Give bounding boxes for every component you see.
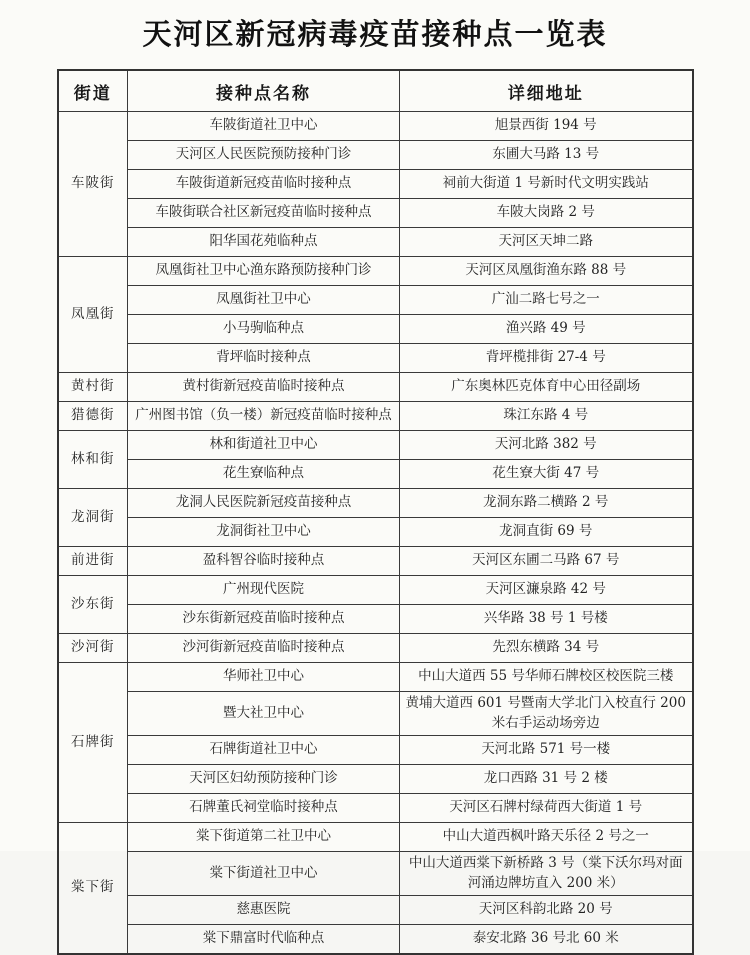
- col-header-street: 街道: [58, 70, 128, 112]
- address-cell: 先烈东横路 34 号: [400, 634, 693, 663]
- site-name-cell: 龙洞人民医院新冠疫苗接种点: [128, 489, 400, 518]
- site-name-cell: 车陂街道新冠疫苗临时接种点: [128, 170, 400, 199]
- street-cell: 石牌街: [58, 663, 128, 823]
- site-name-cell: 黄村街新冠疫苗临时接种点: [128, 373, 400, 402]
- site-name-cell: 天河区妇幼预防接种门诊: [128, 765, 400, 794]
- site-name-cell: 小马驹临种点: [128, 315, 400, 344]
- table-row: [58, 823, 693, 852]
- address-cell: 天河区科韵北路 20 号: [400, 896, 693, 925]
- table-row: [58, 547, 693, 576]
- address-cell: 旭景西街 194 号: [400, 112, 693, 141]
- site-name-cell: 阳华国花苑临种点: [128, 228, 400, 257]
- site-name-cell: 暨大社卫中心: [128, 692, 400, 736]
- address-cell: 天河区石牌村绿荷西大街道 1 号: [400, 794, 693, 823]
- site-name-cell: 盈科智谷临时接种点: [128, 547, 400, 576]
- address-cell: 龙口西路 31 号 2 楼: [400, 765, 693, 794]
- address-cell: 天河北路 571 号一楼: [400, 736, 693, 765]
- table-row: [58, 518, 693, 547]
- address-cell: 祠前大街道 1 号新时代文明实践站: [400, 170, 693, 199]
- table-header-row: [58, 70, 693, 112]
- address-cell: 天河区天坤二路: [400, 228, 693, 257]
- site-name-cell: 凤凰街社卫中心渔东路预防接种门诊: [128, 257, 400, 286]
- table-row: [58, 765, 693, 794]
- address-cell: 花生寮大街 47 号: [400, 460, 693, 489]
- address-cell: 泰安北路 36 号北 60 米: [400, 925, 693, 955]
- street-cell: 车陂街: [58, 112, 128, 257]
- site-name-cell: 沙河街新冠疫苗临时接种点: [128, 634, 400, 663]
- street-cell: 棠下街: [58, 823, 128, 955]
- table-row: [58, 852, 693, 896]
- address-cell: 天河区凤凰街渔东路 88 号: [400, 257, 693, 286]
- table-row: [58, 460, 693, 489]
- site-name-cell: 花生寮临种点: [128, 460, 400, 489]
- address-cell: 广东奥林匹克体育中心田径副场: [400, 373, 693, 402]
- address-cell: 龙洞直街 69 号: [400, 518, 693, 547]
- site-name-cell: 车陂街道社卫中心: [128, 112, 400, 141]
- table-row: [58, 315, 693, 344]
- col-header-address: 详细地址: [400, 70, 693, 112]
- table-row: [58, 431, 693, 460]
- address-cell: 珠江东路 4 号: [400, 402, 693, 431]
- site-name-cell: 车陂街联合社区新冠疫苗临时接种点: [128, 199, 400, 228]
- site-name-cell: 凤凰街社卫中心: [128, 286, 400, 315]
- vaccination-sites-table: [57, 69, 694, 955]
- table-row: [58, 634, 693, 663]
- street-cell: 黄村街: [58, 373, 128, 402]
- address-cell: 天河北路 382 号: [400, 431, 693, 460]
- address-cell: 龙洞东路二横路 2 号: [400, 489, 693, 518]
- address-cell: 车陂大岗路 2 号: [400, 199, 693, 228]
- site-name-cell: 林和街道社卫中心: [128, 431, 400, 460]
- address-cell: 中山大道西棠下新桥路 3 号（棠下沃尔玛对面河涌边牌坊直入 200 米）: [400, 852, 693, 896]
- site-name-cell: 棠下街道社卫中心: [128, 852, 400, 896]
- site-name-cell: 沙东街新冠疫苗临时接种点: [128, 605, 400, 634]
- table-row: [58, 373, 693, 402]
- address-cell: 黄埔大道西 601 号暨南大学北门入校直行 200 米右手运动场旁边: [400, 692, 693, 736]
- address-cell: 中山大道西 55 号华师石牌校区校医院三楼: [400, 663, 693, 692]
- address-cell: 东圃大马路 13 号: [400, 141, 693, 170]
- street-cell: 龙洞街: [58, 489, 128, 547]
- table-row: [58, 489, 693, 518]
- address-cell: 天河区东圃二马路 67 号: [400, 547, 693, 576]
- street-cell: 猎德街: [58, 402, 128, 431]
- table-row: [58, 112, 693, 141]
- table-row: [58, 402, 693, 431]
- site-name-cell: 华师社卫中心: [128, 663, 400, 692]
- table-row: [58, 794, 693, 823]
- street-cell: 沙东街: [58, 576, 128, 634]
- table-row: [58, 286, 693, 315]
- site-name-cell: 棠下街道第二社卫中心: [128, 823, 400, 852]
- address-cell: 天河区濂泉路 42 号: [400, 576, 693, 605]
- table-row: [58, 576, 693, 605]
- site-name-cell: 龙洞街社卫中心: [128, 518, 400, 547]
- col-header-site-name: 接种点名称: [128, 70, 400, 112]
- street-cell: 凤凰街: [58, 257, 128, 373]
- address-cell: 中山大道西枫叶路天乐径 2 号之一: [400, 823, 693, 852]
- table-row: [58, 228, 693, 257]
- site-name-cell: 石牌董氏祠堂临时接种点: [128, 794, 400, 823]
- site-name-cell: 背坪临时接种点: [128, 344, 400, 373]
- table-row: [58, 605, 693, 634]
- table-row: [58, 199, 693, 228]
- address-cell: 背坪榄排街 27-4 号: [400, 344, 693, 373]
- site-name-cell: 石牌街道社卫中心: [128, 736, 400, 765]
- address-cell: 渔兴路 49 号: [400, 315, 693, 344]
- site-name-cell: 棠下鼎富时代临种点: [128, 925, 400, 955]
- table-row: [58, 736, 693, 765]
- site-name-cell: 天河区人民医院预防接种门诊: [128, 141, 400, 170]
- street-cell: 林和街: [58, 431, 128, 489]
- table-row: [58, 257, 693, 286]
- table-row: [58, 344, 693, 373]
- table-row: [58, 896, 693, 925]
- address-cell: 兴华路 38 号 1 号楼: [400, 605, 693, 634]
- address-cell: 广汕二路七号之一: [400, 286, 693, 315]
- table-row: [58, 663, 693, 692]
- table-row: [58, 141, 693, 170]
- table-row: [58, 692, 693, 736]
- site-name-cell: 广州现代医院: [128, 576, 400, 605]
- page-title: 天河区新冠病毒疫苗接种点一览表: [142, 17, 608, 51]
- table-row: [58, 170, 693, 199]
- table-row: [58, 925, 693, 955]
- street-cell: 前进街: [58, 547, 128, 576]
- site-name-cell: 广州图书馆（负一楼）新冠疫苗临时接种点: [128, 402, 400, 431]
- site-name-cell: 慈惠医院: [128, 896, 400, 925]
- street-cell: 沙河街: [58, 634, 128, 663]
